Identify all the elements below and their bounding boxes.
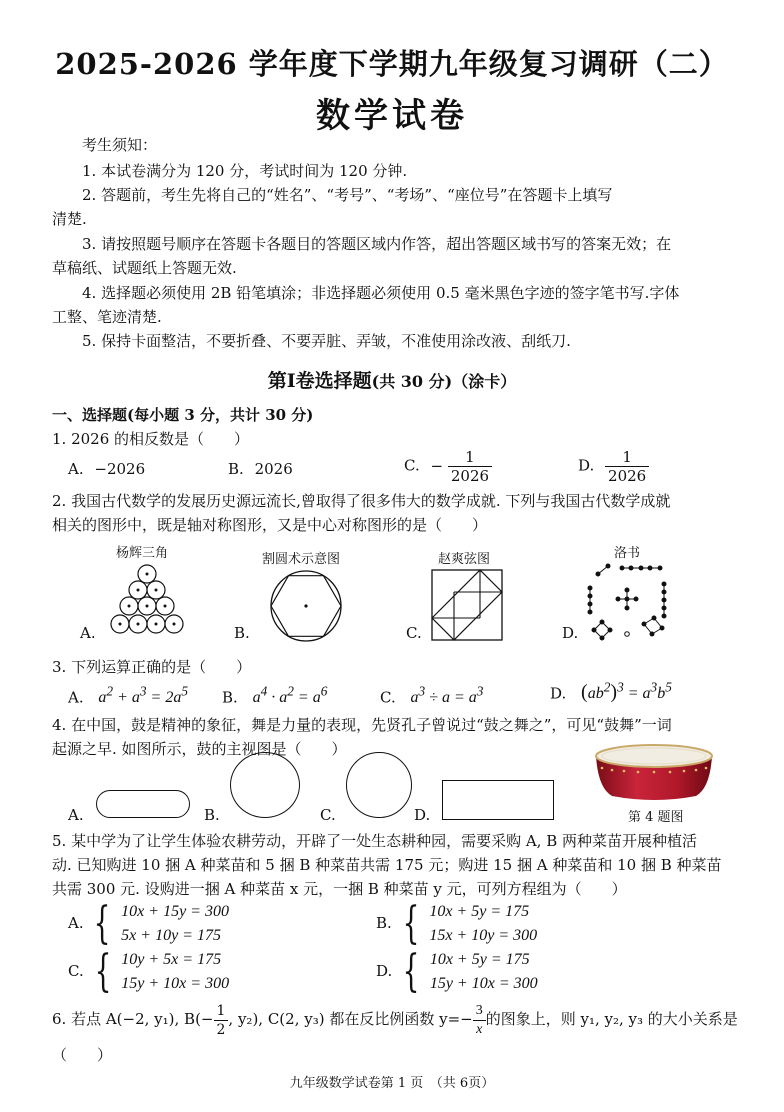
q4-line-1: 4. 在中国，鼓是精神的象征，舞是力量的表现，先贤孔子曾说过“鼓之舞之”，可见“鼓舞”一词 — [52, 716, 672, 734]
q2-caption-a: 杨辉三角 — [116, 546, 169, 561]
q2-label-a[interactable]: A. — [80, 624, 96, 642]
option-label: A. — [68, 914, 84, 932]
q4-option-b-ellipse — [230, 752, 300, 818]
q1-option-d[interactable] — [578, 448, 649, 485]
fraction-numerator: 1 — [605, 448, 649, 467]
equation-system — [121, 900, 229, 948]
equation-system — [430, 948, 538, 996]
q4-option-c-circle — [346, 752, 412, 818]
q3-option-b[interactable] — [222, 684, 327, 707]
fraction-denominator: x — [476, 1021, 483, 1037]
q1-option-b[interactable] — [228, 460, 293, 478]
q2-label-b[interactable]: B. — [234, 624, 250, 642]
q4-figure-caption: 第 4 题图 — [628, 810, 684, 825]
option-label: B. — [228, 460, 244, 478]
q2-line-1: 2. 我国古代数学的发展历史源远流长,曾取得了很多伟大的数学成就. 下列与我国古代数学成就 — [52, 492, 671, 510]
brace: { — [93, 898, 111, 949]
option-label: C. — [68, 962, 84, 980]
notice-line-3: 清楚. — [52, 210, 87, 228]
option-label: C. — [380, 688, 396, 707]
q3-option-c[interactable] — [380, 684, 483, 707]
q3-d-expression: $(ab^2)^3 = a^3b^5$ — [581, 680, 672, 704]
q6-stem — [52, 1000, 738, 1039]
q5-line-2: 动. 已知购进 10 捆 A 种菜苗和 5 捆 B 种菜苗共需 175 元；购进 15 捆 A 种菜苗和 10 捆 B 种菜苗 — [52, 856, 722, 874]
q4-line-2: 起源之早. 如图所示，鼓的主视图是（ ） — [52, 740, 347, 758]
q2-caption-b: 割圆术示意图 — [262, 552, 341, 567]
q5-option-b[interactable] — [376, 900, 537, 948]
q3-a-expression: $a^2 + a^3 = 2a^5$ — [98, 684, 188, 707]
circle-hexagon-figure — [268, 568, 344, 644]
q5-option-c[interactable] — [68, 948, 229, 996]
q5-option-a[interactable] — [68, 900, 229, 948]
exam-title: 2025-2026 学年度下学期九年级复习调研（二） — [55, 47, 729, 81]
q1-option-a[interactable] — [68, 460, 145, 478]
equation: 15y + 10x = 300 — [429, 975, 538, 992]
notice-heading: 考生须知： — [82, 136, 158, 154]
equation: 10y + 5x = 175 — [121, 951, 222, 968]
fraction-half — [214, 1002, 229, 1039]
option-label: A. — [68, 688, 84, 707]
notice-line-5: 草稿纸、试题纸上答题无效. — [52, 259, 237, 277]
notice-line-4: 3. 请按照题号顺序在答题卡各题目的答题区域内作答，超出答题区域书写的答案无效；在 — [82, 235, 672, 253]
q3-b-expression: $a^4 \cdot a^2 = a^6$ — [252, 684, 328, 707]
equation-system — [429, 900, 537, 948]
brace: { — [94, 946, 111, 997]
option-label: C. — [404, 456, 420, 475]
fraction-numerator: 1 — [448, 448, 492, 467]
equation: 15x + 10y = 300 — [429, 927, 538, 944]
fraction — [605, 448, 649, 485]
fraction-numerator: 3 — [473, 1002, 486, 1021]
luoshu-figure — [584, 562, 670, 646]
notice-line-6: 4. 选择题必须使用 2B 铅笔填涂；非选择题必须使用 0.5 毫米黑色字迹的签字笔书写.字体 — [82, 284, 680, 302]
q4-option-a-stadium — [96, 790, 190, 818]
option-value: 2026 — [254, 460, 293, 478]
fraction-numerator: 1 — [214, 1002, 229, 1021]
notice-line-1: 1. 本试卷满分为 120 分，考试时间为 120 分钟. — [82, 162, 408, 180]
q2-label-c[interactable]: C. — [406, 624, 422, 642]
q4-label-d[interactable]: D. — [414, 806, 431, 824]
q1-stem: 1. 2026 的相反数是（ ） — [52, 430, 250, 448]
notice-line-2: 2. 答题前，考生先将自己的“姓名”、“考号”、“考场”、“座位号”在答题卡上填写 — [82, 186, 613, 204]
section-title-bold: 第Ⅰ卷选择题 — [267, 370, 372, 392]
equation: 10x + 5y = 175 — [429, 951, 530, 968]
fraction-3-over-x — [473, 1002, 486, 1039]
q5-line-1: 5. 某中学为了让学生体验农耕劳动，开辟了一处生态耕种园，需要采购 A, B 两种菜苗开展种植活 — [52, 832, 698, 850]
minus-sign: − — [430, 456, 444, 475]
section-title — [0, 366, 784, 393]
option-value: −2026 — [94, 460, 146, 478]
q3-option-d[interactable] — [550, 680, 672, 704]
q6-prefix: 6. 若点 A(−2, y₁), B(− — [52, 1010, 214, 1028]
equation: 15y + 10x = 300 — [121, 975, 230, 992]
option-label: D. — [550, 684, 567, 703]
q6-suffix: 的图象上，则 y₁, y₂, y₃ 的大小关系是 — [485, 1010, 738, 1028]
q6-answer-blank: （ ） — [52, 1046, 113, 1064]
section-title-rest: (共 30 分)（涂卡） — [371, 372, 517, 391]
option-label: D. — [376, 962, 393, 980]
option-label: B. — [376, 914, 392, 932]
q4-option-d-rectangle — [442, 780, 554, 820]
q4-label-b[interactable]: B. — [204, 806, 220, 824]
equation: 5x + 10y = 175 — [121, 927, 221, 944]
equation: 10x + 5y = 175 — [429, 903, 530, 920]
page-footer: 九年级数学试卷第 1 页 （共 6页） — [289, 1076, 495, 1091]
fraction-denominator: 2026 — [450, 467, 490, 485]
option-label: A. — [68, 460, 84, 478]
q2-line-2: 相关的图形中，既是轴对称图形，又是中心对称图形的是（ ） — [52, 516, 488, 534]
q5-line-3: 共需 300 元. 设购进一捆 A 种菜苗 x 元，一捆 B 种菜苗 y 元，可列方程组为（ ） — [52, 880, 627, 898]
equation-system — [121, 948, 229, 996]
q1-option-c[interactable] — [404, 448, 492, 485]
notice-line-7: 工整、笔迹清楚. — [52, 308, 162, 326]
yanghui-triangle-figure — [104, 562, 190, 642]
option-label: D. — [578, 456, 595, 475]
q3-c-expression: $a^3 \div a = a^3$ — [410, 684, 484, 707]
equation: 10x + 15y = 300 — [121, 903, 229, 920]
q3-stem: 3. 下列运算正确的是（ ） — [52, 658, 252, 676]
fraction — [448, 448, 492, 485]
q2-caption-c: 赵爽弦图 — [438, 552, 491, 567]
fraction-denominator: 2 — [216, 1021, 226, 1038]
q2-caption-d: 洛书 — [614, 546, 641, 561]
q4-label-a[interactable]: A. — [68, 806, 84, 824]
brace: { — [402, 946, 420, 997]
option-label: B. — [222, 688, 238, 707]
brace: { — [402, 898, 419, 949]
q6-middle: , y₂), C(2, y₃) 都在反比例函数 y=− — [228, 1010, 473, 1028]
q5-option-d[interactable] — [376, 948, 538, 996]
drum-figure — [592, 742, 716, 804]
part-heading: 一、选择题(每小题 3 分，共计 30 分) — [52, 406, 314, 424]
zhaoshuang-diagram-figure — [430, 568, 504, 642]
q3-option-a[interactable] — [68, 684, 188, 707]
notice-line-8: 5. 保持卡面整洁，不要折叠、不要弄脏、弄皱，不准使用涂改液、刮纸刀. — [82, 332, 571, 350]
q2-label-d[interactable]: D. — [562, 624, 579, 642]
q4-label-c[interactable]: C. — [320, 806, 336, 824]
exam-subtitle: 数学试卷 — [316, 96, 468, 136]
fraction-denominator: 2026 — [608, 467, 647, 485]
